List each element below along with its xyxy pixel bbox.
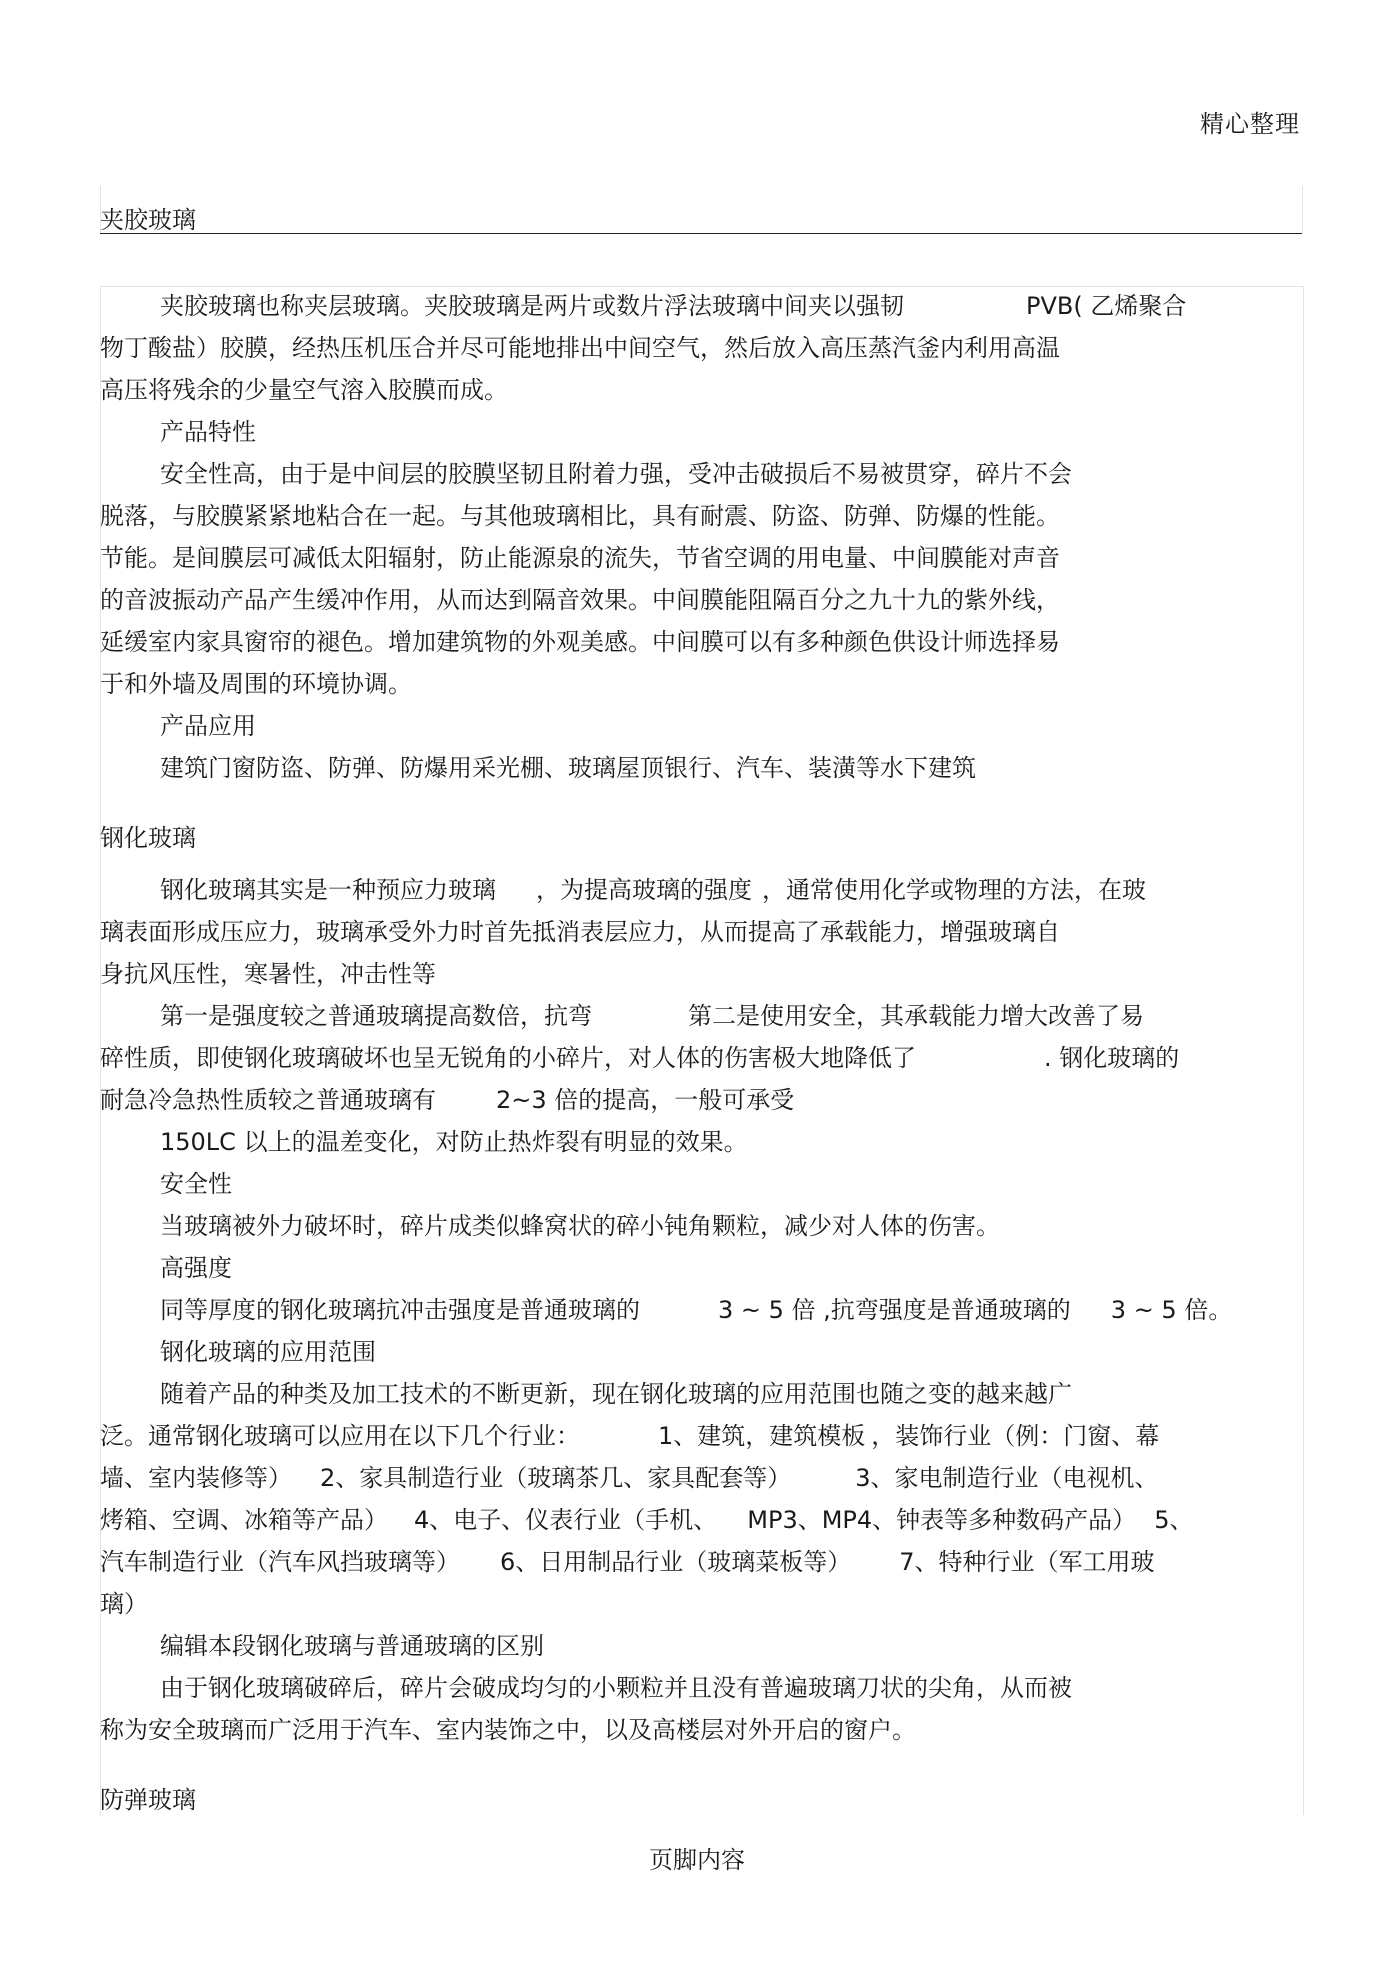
paragraph-line: 150LC 以上的温差变化，对防止热炸裂有明显的效果。: [160, 1128, 748, 1156]
paragraph-line: 当玻璃被外力破坏时，碎片成类似蜂窝状的碎小钝角颗粒，减少对人体的伤害。: [160, 1212, 1000, 1240]
paragraph-line: 烤箱、空调、冰箱等产品） 4、电子、仪表行业（手机、 MP3、MP4、钟表等多种数码产品） 5、: [100, 1506, 1194, 1534]
divider: [100, 233, 1302, 234]
paragraph-line: 的音波振动产品产生缓冲作用，从而达到隔音效果。中间膜能阻隔百分之九十九的紫外线，: [100, 586, 1060, 614]
paragraph-line: 碎性质，即使钢化玻璃破坏也呈无锐角的小碎片，对人体的伤害极大地降低了 . 钢化玻璃的: [100, 1044, 1180, 1072]
subheading: 编辑本段钢化玻璃与普通玻璃的区别: [160, 1632, 544, 1660]
subheading: 安全性: [160, 1170, 232, 1198]
section-title: 防弹玻璃: [100, 1786, 196, 1814]
paragraph-line: 第一是强度较之普通玻璃提高数倍，抗弯 第二是使用安全，其承载能力增大改善了易: [160, 1002, 1144, 1030]
section-title: 钢化玻璃: [100, 824, 196, 852]
paragraph-line: 脱落，与胶膜紧紧地粘合在一起。与其他玻璃相比，具有耐震、防盗、防弹、防爆的性能。: [100, 502, 1060, 530]
page-footer: 页脚内容: [649, 1846, 745, 1874]
header-label: 精心整理: [1200, 110, 1300, 138]
paragraph-line: 璃表面形成压应力，玻璃承受外力时首先抵消表层应力，从而提高了承载能力，增强玻璃自: [100, 918, 1060, 946]
paragraph-line: 延缓室内家具窗帘的褪色。增加建筑物的外观美感。中间膜可以有多种颜色供设计师选择易: [100, 628, 1060, 656]
paragraph-line: 身抗风压性，寒暑性，冲击性等: [100, 960, 436, 988]
paragraph-line: 同等厚度的钢化玻璃抗冲击强度是普通玻璃的 3 ~ 5 倍 ,抗弯强度是普通玻璃的 3 ~ 5 倍。: [160, 1296, 1233, 1324]
paragraph-line: 泛。通常钢化玻璃可以应用在以下几个行业： 1、建筑，建筑模板 ，装饰行业（例：门窗、幕: [100, 1422, 1160, 1450]
paragraph-line: 耐急冷急热性质较之普通玻璃有 2~3 倍的提高，一般可承受: [100, 1086, 795, 1114]
paragraph-line: 节能。是间膜层可减低太阳辐射，防止能源泉的流失，节省空调的用电量、中间膜能对声音: [100, 544, 1060, 572]
subheading: 产品应用: [160, 712, 256, 740]
subheading: 高强度: [160, 1254, 232, 1282]
paragraph-line: 汽车制造行业（汽车风挡玻璃等） 6、日用制品行业（玻璃菜板等） 7、特种行业（军工用玻: [100, 1548, 1155, 1576]
frame-line: [1302, 186, 1303, 233]
paragraph-line: 钢化玻璃其实是一种预应力玻璃 ，为提高玻璃的强度 ，通常使用化学或物理的方法，在玻: [160, 876, 1146, 904]
paragraph-line: 称为安全玻璃而广泛用于汽车、室内装饰之中，以及高楼层对外开启的窗户。: [100, 1716, 916, 1744]
paragraph-line: 物丁酸盐）胶膜，经热压机压合并尽可能地排出中间空气，然后放入高压蒸汽釜内利用高温: [100, 334, 1060, 362]
subheading: 产品特性: [160, 418, 256, 446]
subheading: 钢化玻璃的应用范围: [160, 1338, 376, 1366]
paragraph-line: 随着产品的种类及加工技术的不断更新，现在钢化玻璃的应用范围也随之变的越来越广: [160, 1380, 1072, 1408]
paragraph-line: 安全性高，由于是中间层的胶膜坚韧且附着力强，受冲击破损后不易被贯穿，碎片不会: [160, 460, 1072, 488]
section-title: 夹胶玻璃: [100, 206, 196, 234]
paragraph-line: 璃）: [100, 1590, 148, 1618]
paragraph-line: 由于钢化玻璃破碎后，碎片会破成均匀的小颗粒并且没有普遍玻璃刀状的尖角，从而被: [160, 1674, 1072, 1702]
paragraph-line: 于和外墙及周围的环境协调。: [100, 670, 412, 698]
paragraph-line: 高压将残余的少量空气溶入胶膜而成。: [100, 376, 508, 404]
paragraph-line: 夹胶玻璃也称夹层玻璃。夹胶玻璃是两片或数片浮法玻璃中间夹以强韧 PVB( 乙烯聚合: [160, 292, 1187, 320]
paragraph-line: 墙、室内装修等） 2、家具制造行业（玻璃茶几、家具配套等） 3、家电制造行业（电视机、: [100, 1464, 1159, 1492]
paragraph-line: 建筑门窗防盗、防弹、防爆用采光棚、玻璃屋顶银行、汽车、装潢等水下建筑: [160, 754, 976, 782]
